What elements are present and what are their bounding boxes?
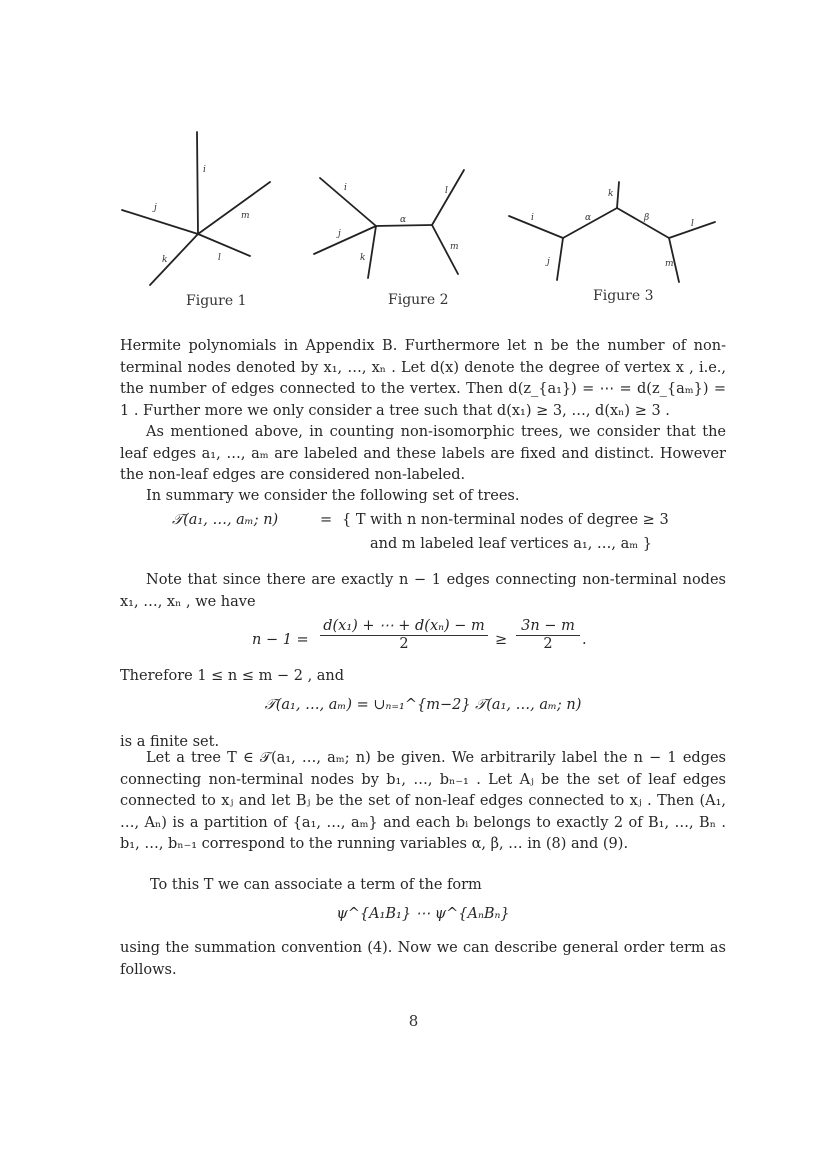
paragraph-mentioned: As mentioned above, in counting non-isomorphic trees, we consider that the leaf edges a₁, …, aₘ are labeled and these labels are fixed and distinct. However the non-leaf edges are considered non-labeled. xyxy=(120,424,726,483)
paragraph-hermite: Hermite polynomials in Appendix B. Furthermore let n be the number of non-terminal nodes denoted by x₁, …, xₙ . Let d(x) denote the degree of vertex x , i.e., the number of edges connected to the vertex. Then d(z_{a₁}) = ⋯ = d(z_{aₘ}) = 1 . Further more we only consider a tree such that d(x₁) ≥ 3, …, d(xₙ) ≥ 3 . xyxy=(120,338,726,419)
page-number: 8 xyxy=(408,1012,419,1030)
figure-3 xyxy=(505,178,720,288)
figure-3-tree xyxy=(505,178,720,288)
paragraph-associate: To this T we can associate a term of the form xyxy=(150,877,482,893)
eq2-denominator-2: 2 xyxy=(543,636,553,652)
figure-1-caption: Figure 1 xyxy=(186,293,247,309)
eq1-lhs: 𝒯(a₁, …, aₘ; n) xyxy=(172,512,279,528)
eq2-period: . xyxy=(582,632,587,648)
paragraph-let-tree: Let a tree T ∈ 𝒯(a₁, …, aₘ; n) be given. We arbitrarily label the n − 1 edges connecting non-terminal nodes by b₁, …, bₙ₋₁ . Let Aⱼ be the set of leaf edges connected to xⱼ and let Bⱼ be the set of non-leaf edges connected to xⱼ . Then (A₁, …, Aₙ) is a partition of {a₁, …, aₘ} and each bᵢ belongs to exactly 2 of B₁, …, Bₙ . b₁, …, bₙ₋₁ correspond to the running variables α, β, … in (8) and (9). xyxy=(120,750,726,852)
fig3-label-alpha: α xyxy=(585,213,592,223)
equation-union: 𝒯(a₁, …, aₘ) = ∪ₙ₌₁^{m−2} 𝒯(a₁, …, aₘ; n) xyxy=(264,697,582,713)
equation-edge-count xyxy=(120,618,726,664)
eq2-geq: ≥ xyxy=(495,632,508,648)
eq2-numerator-2: 3n − m xyxy=(516,618,580,636)
fig2-label-k: k xyxy=(360,253,366,263)
equation-psi-term: ψ^{A₁B₁} ⋯ ψ^{AₙBₙ} xyxy=(336,906,510,922)
figure-1-tree xyxy=(110,128,285,293)
eq2-fraction-1 xyxy=(320,618,488,652)
eq1-rhs-line1: { T with n non-terminal nodes of degree ≥ 3 xyxy=(342,512,669,528)
fig1-label-i: i xyxy=(203,165,206,175)
fig2-label-j: j xyxy=(338,229,341,239)
paragraph-summation: using the summation convention (4). Now we can describe general order term as follows. xyxy=(120,940,726,978)
figures-row xyxy=(110,128,730,313)
figure-3-caption: Figure 3 xyxy=(593,288,654,304)
fig3-label-l: l xyxy=(691,219,694,229)
eq2-denominator: 2 xyxy=(399,636,409,652)
fig3-label-beta: β xyxy=(644,213,650,223)
fig1-label-k: k xyxy=(162,255,168,265)
eq1-rhs-line2: and m labeled leaf vertices a₁, …, aₘ } xyxy=(370,536,653,552)
eq1-equals: = xyxy=(320,512,333,528)
fig1-label-j: j xyxy=(154,203,157,213)
paragraph-summary: In summary we consider the following set of trees. xyxy=(146,488,520,504)
fig3-label-k: k xyxy=(608,189,614,199)
fig2-label-alpha: α xyxy=(400,215,407,225)
fig3-label-m: m xyxy=(665,259,674,269)
eq2-fraction-2 xyxy=(516,618,580,652)
fig2-label-m: m xyxy=(450,242,459,252)
equation-tree-set xyxy=(120,512,726,558)
paragraph-finite: is a finite set. xyxy=(120,734,220,750)
figure-2-caption: Figure 2 xyxy=(388,292,449,308)
paragraph-note: Note that since there are exactly n − 1 edges connecting non-terminal nodes x₁, …, xₙ , we have xyxy=(120,572,726,610)
figure-2 xyxy=(310,168,470,288)
fig2-label-i: i xyxy=(344,183,347,193)
eq2-numerator: d(x₁) + ⋯ + d(xₙ) − m xyxy=(320,618,488,636)
figure-1 xyxy=(110,128,285,293)
fig3-label-i: i xyxy=(531,213,534,223)
eq2-lhs: n − 1 = xyxy=(252,632,309,648)
fig1-label-m: m xyxy=(241,211,250,221)
fig2-label-l: l xyxy=(445,186,448,196)
figure-2-tree xyxy=(310,168,470,288)
fig1-label-l: l xyxy=(218,253,221,263)
paragraph-therefore: Therefore 1 ≤ n ≤ m − 2 , and xyxy=(120,668,345,684)
fig3-label-j: j xyxy=(547,257,550,267)
